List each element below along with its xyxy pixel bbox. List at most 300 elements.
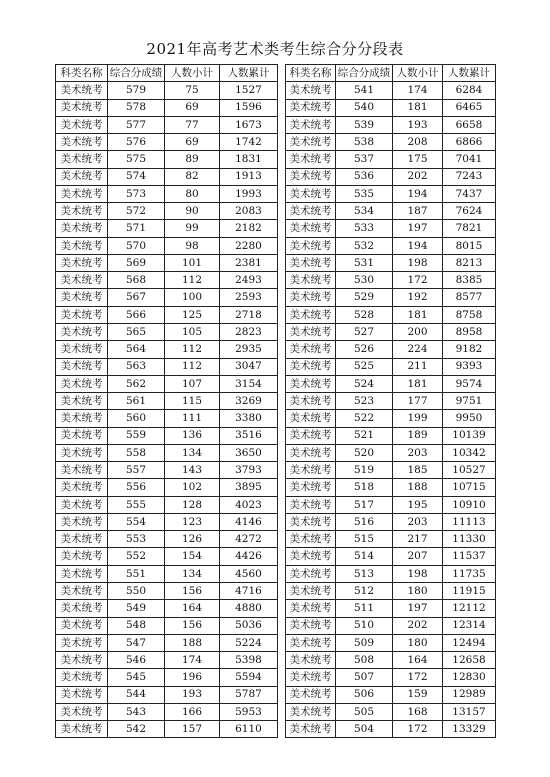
table-row — [56, 565, 278, 582]
cell-count: 168 — [393, 703, 443, 720]
cell-count: 166 — [165, 703, 220, 720]
cell-count: 89 — [165, 151, 220, 168]
cell-category: 美术统考 — [286, 634, 336, 651]
cell-score: 564 — [108, 341, 165, 358]
cell-category: 美术统考 — [56, 496, 108, 513]
cell-category: 美术统考 — [286, 341, 336, 358]
cell-cumulative: 1742 — [220, 134, 278, 151]
cell-count: 98 — [165, 237, 220, 254]
cell-category: 美术统考 — [286, 323, 336, 340]
cell-cumulative: 1831 — [220, 151, 278, 168]
cell-count: 143 — [165, 462, 220, 479]
cell-category: 美术统考 — [286, 582, 336, 599]
cell-count: 192 — [393, 289, 443, 306]
cell-category: 美术统考 — [56, 582, 108, 599]
header-category: 科类名称 — [286, 65, 336, 82]
cell-cumulative: 6284 — [443, 82, 496, 99]
cell-count: 156 — [165, 617, 220, 634]
cell-score: 538 — [336, 134, 393, 151]
cell-score: 553 — [108, 531, 165, 548]
cell-cumulative: 2718 — [220, 306, 278, 323]
table-body-left — [56, 82, 278, 738]
cell-count: 193 — [393, 116, 443, 133]
cell-count: 164 — [393, 652, 443, 669]
cell-category: 美术统考 — [56, 134, 108, 151]
cell-category: 美术统考 — [56, 272, 108, 289]
table-row — [286, 444, 496, 461]
cell-score: 534 — [336, 203, 393, 220]
table-row — [56, 254, 278, 271]
table-row — [56, 82, 278, 99]
table-row — [56, 272, 278, 289]
cell-category: 美术统考 — [56, 306, 108, 323]
table-row — [56, 686, 278, 703]
cell-count: 197 — [393, 600, 443, 617]
cell-category: 美术统考 — [56, 565, 108, 582]
cell-score: 537 — [336, 151, 393, 168]
table-row — [56, 151, 278, 168]
cell-category: 美术统考 — [286, 272, 336, 289]
cell-count: 105 — [165, 323, 220, 340]
table-row — [286, 375, 496, 392]
score-tables — [55, 64, 495, 735]
cell-score: 551 — [108, 565, 165, 582]
cell-category: 美术统考 — [286, 393, 336, 410]
cell-cumulative: 13157 — [443, 703, 496, 720]
cell-cumulative: 12989 — [443, 686, 496, 703]
cell-count: 75 — [165, 82, 220, 99]
cell-category: 美术统考 — [286, 703, 336, 720]
cell-cumulative: 10715 — [443, 479, 496, 496]
cell-score: 529 — [336, 289, 393, 306]
cell-cumulative: 3154 — [220, 375, 278, 392]
cell-count: 196 — [165, 669, 220, 686]
cell-category: 美术统考 — [56, 237, 108, 254]
table-row — [56, 669, 278, 686]
table-row — [56, 444, 278, 461]
table-row — [286, 703, 496, 720]
cell-score: 569 — [108, 254, 165, 271]
cell-score: 566 — [108, 306, 165, 323]
cell-score: 517 — [336, 496, 393, 513]
header-cumulative: 人数累计 — [443, 65, 496, 82]
table-row — [286, 99, 496, 116]
cell-count: 172 — [393, 272, 443, 289]
cell-category: 美术统考 — [286, 410, 336, 427]
cell-category: 美术统考 — [286, 375, 336, 392]
table-row — [286, 669, 496, 686]
cell-count: 198 — [393, 254, 443, 271]
cell-cumulative: 1993 — [220, 185, 278, 202]
cell-category: 美术统考 — [286, 82, 336, 99]
cell-cumulative: 6866 — [443, 134, 496, 151]
cell-category: 美术统考 — [56, 634, 108, 651]
cell-category: 美术统考 — [286, 99, 336, 116]
cell-cumulative: 4880 — [220, 600, 278, 617]
table-row — [56, 427, 278, 444]
cell-count: 136 — [165, 427, 220, 444]
cell-cumulative: 4146 — [220, 513, 278, 530]
cell-count: 181 — [393, 375, 443, 392]
cell-cumulative: 3793 — [220, 462, 278, 479]
cell-category: 美术统考 — [56, 721, 108, 738]
cell-cumulative: 4560 — [220, 565, 278, 582]
table-row — [56, 134, 278, 151]
cell-category: 美术统考 — [286, 652, 336, 669]
cell-count: 82 — [165, 168, 220, 185]
cell-cumulative: 7243 — [443, 168, 496, 185]
cell-category: 美术统考 — [286, 289, 336, 306]
table-row — [286, 531, 496, 548]
cell-count: 198 — [393, 565, 443, 582]
cell-score: 541 — [336, 82, 393, 99]
table-row — [286, 600, 496, 617]
cell-cumulative: 3650 — [220, 444, 278, 461]
cell-cumulative: 3895 — [220, 479, 278, 496]
table-row — [286, 254, 496, 271]
cell-cumulative: 13329 — [443, 721, 496, 738]
table-row — [286, 565, 496, 582]
cell-count: 188 — [393, 479, 443, 496]
cell-cumulative: 5594 — [220, 669, 278, 686]
table-row — [56, 289, 278, 306]
cell-category: 美术统考 — [286, 617, 336, 634]
table-row — [56, 358, 278, 375]
table-row — [56, 410, 278, 427]
table-row — [286, 513, 496, 530]
cell-score: 547 — [108, 634, 165, 651]
cell-score: 558 — [108, 444, 165, 461]
cell-count: 188 — [165, 634, 220, 651]
table-row — [286, 462, 496, 479]
header-score: 综合分成绩 — [336, 65, 393, 82]
cell-cumulative: 2182 — [220, 220, 278, 237]
table-row — [286, 652, 496, 669]
table-row — [286, 479, 496, 496]
cell-cumulative: 2493 — [220, 272, 278, 289]
table-row — [56, 513, 278, 530]
cell-score: 523 — [336, 393, 393, 410]
header-cumulative: 人数累计 — [220, 65, 278, 82]
cell-category: 美术统考 — [56, 617, 108, 634]
cell-count: 177 — [393, 393, 443, 410]
cell-cumulative: 12112 — [443, 600, 496, 617]
cell-count: 123 — [165, 513, 220, 530]
cell-count: 69 — [165, 99, 220, 116]
cell-cumulative: 3516 — [220, 427, 278, 444]
table-row — [286, 220, 496, 237]
cell-count: 134 — [165, 444, 220, 461]
cell-score: 542 — [108, 721, 165, 738]
cell-category: 美术统考 — [286, 600, 336, 617]
cell-score: 559 — [108, 427, 165, 444]
cell-category: 美术统考 — [56, 375, 108, 392]
cell-score: 522 — [336, 410, 393, 427]
cell-score: 512 — [336, 582, 393, 599]
cell-category: 美术统考 — [56, 513, 108, 530]
table-row — [286, 358, 496, 375]
cell-score: 524 — [336, 375, 393, 392]
cell-count: 187 — [393, 203, 443, 220]
table-row — [56, 185, 278, 202]
cell-count: 157 — [165, 721, 220, 738]
cell-score: 577 — [108, 116, 165, 133]
cell-count: 164 — [165, 600, 220, 617]
cell-category: 美术统考 — [56, 686, 108, 703]
cell-category: 美术统考 — [286, 479, 336, 496]
cell-count: 156 — [165, 582, 220, 599]
cell-category: 美术统考 — [286, 220, 336, 237]
cell-cumulative: 11330 — [443, 531, 496, 548]
cell-score: 531 — [336, 254, 393, 271]
cell-score: 552 — [108, 548, 165, 565]
cell-cumulative: 4023 — [220, 496, 278, 513]
cell-cumulative: 5224 — [220, 634, 278, 651]
cell-score: 570 — [108, 237, 165, 254]
cell-category: 美术统考 — [286, 427, 336, 444]
table-row — [56, 375, 278, 392]
cell-score: 561 — [108, 393, 165, 410]
cell-score: 555 — [108, 496, 165, 513]
table-row — [286, 427, 496, 444]
cell-count: 99 — [165, 220, 220, 237]
table-row — [286, 306, 496, 323]
cell-count: 112 — [165, 272, 220, 289]
cell-category: 美术统考 — [56, 99, 108, 116]
cell-score: 515 — [336, 531, 393, 548]
cell-cumulative: 1913 — [220, 168, 278, 185]
cell-count: 199 — [393, 410, 443, 427]
cell-category: 美术统考 — [286, 306, 336, 323]
cell-cumulative: 2280 — [220, 237, 278, 254]
score-table-right — [285, 64, 496, 738]
cell-category: 美术统考 — [286, 496, 336, 513]
cell-score: 505 — [336, 703, 393, 720]
cell-category: 美术统考 — [56, 444, 108, 461]
cell-cumulative: 7821 — [443, 220, 496, 237]
cell-category: 美术统考 — [286, 185, 336, 202]
cell-category: 美术统考 — [286, 254, 336, 271]
cell-cumulative: 5036 — [220, 617, 278, 634]
cell-count: 77 — [165, 116, 220, 133]
cell-score: 514 — [336, 548, 393, 565]
cell-category: 美术统考 — [56, 254, 108, 271]
table-row — [56, 341, 278, 358]
table-row — [56, 203, 278, 220]
table-row — [286, 341, 496, 358]
cell-count: 126 — [165, 531, 220, 548]
cell-cumulative: 2935 — [220, 341, 278, 358]
cell-cumulative: 3380 — [220, 410, 278, 427]
table-row — [56, 582, 278, 599]
cell-category: 美术统考 — [56, 168, 108, 185]
cell-cumulative: 12494 — [443, 634, 496, 651]
table-row — [56, 479, 278, 496]
table-row — [286, 203, 496, 220]
cell-score: 556 — [108, 479, 165, 496]
cell-category: 美术统考 — [56, 531, 108, 548]
cell-score: 567 — [108, 289, 165, 306]
cell-count: 107 — [165, 375, 220, 392]
cell-cumulative: 7624 — [443, 203, 496, 220]
cell-category: 美术统考 — [286, 151, 336, 168]
cell-count: 80 — [165, 185, 220, 202]
cell-count: 217 — [393, 531, 443, 548]
table-row — [286, 134, 496, 151]
cell-cumulative: 5787 — [220, 686, 278, 703]
table-row — [56, 116, 278, 133]
table-row — [286, 168, 496, 185]
cell-score: 520 — [336, 444, 393, 461]
cell-cumulative: 1596 — [220, 99, 278, 116]
table-row — [56, 306, 278, 323]
cell-score: 519 — [336, 462, 393, 479]
page-title: 2021年高考艺术类考生综合分分段表 — [146, 40, 404, 58]
cell-score: 573 — [108, 185, 165, 202]
cell-score: 560 — [108, 410, 165, 427]
cell-category: 美术统考 — [56, 462, 108, 479]
cell-cumulative: 8758 — [443, 306, 496, 323]
cell-category: 美术统考 — [56, 341, 108, 358]
table-row — [56, 634, 278, 651]
cell-score: 568 — [108, 272, 165, 289]
table-row — [56, 652, 278, 669]
cell-cumulative: 1527 — [220, 82, 278, 99]
cell-cumulative: 2823 — [220, 323, 278, 340]
cell-count: 175 — [393, 151, 443, 168]
cell-count: 207 — [393, 548, 443, 565]
cell-cumulative: 2083 — [220, 203, 278, 220]
cell-cumulative: 11915 — [443, 582, 496, 599]
cell-count: 195 — [393, 496, 443, 513]
cell-category: 美术统考 — [56, 289, 108, 306]
table-row — [56, 237, 278, 254]
cell-category: 美术统考 — [286, 462, 336, 479]
table-row — [56, 323, 278, 340]
cell-score: 511 — [336, 600, 393, 617]
table-row — [286, 116, 496, 133]
table-row — [56, 548, 278, 565]
cell-count: 112 — [165, 341, 220, 358]
table-row — [56, 703, 278, 720]
cell-score: 562 — [108, 375, 165, 392]
cell-score: 525 — [336, 358, 393, 375]
cell-count: 102 — [165, 479, 220, 496]
table-row — [286, 323, 496, 340]
cell-score: 546 — [108, 652, 165, 669]
cell-cumulative: 9393 — [443, 358, 496, 375]
header-score: 综合分成绩 — [108, 65, 165, 82]
cell-count: 185 — [393, 462, 443, 479]
cell-score: 549 — [108, 600, 165, 617]
cell-score: 545 — [108, 669, 165, 686]
cell-category: 美术统考 — [56, 151, 108, 168]
cell-cumulative: 12830 — [443, 669, 496, 686]
cell-score: 578 — [108, 99, 165, 116]
table-row — [56, 600, 278, 617]
table-header-row — [56, 65, 278, 82]
cell-cumulative: 7041 — [443, 151, 496, 168]
cell-score: 548 — [108, 617, 165, 634]
cell-count: 203 — [393, 513, 443, 530]
cell-cumulative: 10527 — [443, 462, 496, 479]
cell-category: 美术统考 — [56, 185, 108, 202]
cell-score: 509 — [336, 634, 393, 651]
cell-score: 563 — [108, 358, 165, 375]
cell-category: 美术统考 — [56, 548, 108, 565]
cell-cumulative: 6658 — [443, 116, 496, 133]
cell-count: 172 — [393, 669, 443, 686]
table-row — [286, 289, 496, 306]
cell-score: 526 — [336, 341, 393, 358]
cell-cumulative: 11537 — [443, 548, 496, 565]
table-row — [286, 721, 496, 738]
cell-score: 572 — [108, 203, 165, 220]
cell-score: 540 — [336, 99, 393, 116]
cell-cumulative: 9751 — [443, 393, 496, 410]
cell-category: 美术统考 — [286, 686, 336, 703]
table-body-right — [286, 82, 496, 738]
table-row — [286, 393, 496, 410]
cell-cumulative: 12314 — [443, 617, 496, 634]
cell-count: 69 — [165, 134, 220, 151]
cell-category: 美术统考 — [56, 652, 108, 669]
table-row — [286, 582, 496, 599]
cell-category: 美术统考 — [286, 669, 336, 686]
cell-count: 180 — [393, 582, 443, 599]
cell-category: 美术统考 — [286, 203, 336, 220]
cell-cumulative: 1673 — [220, 116, 278, 133]
cell-cumulative: 11113 — [443, 513, 496, 530]
table-row — [56, 393, 278, 410]
cell-count: 211 — [393, 358, 443, 375]
cell-category: 美术统考 — [56, 669, 108, 686]
cell-cumulative: 11735 — [443, 565, 496, 582]
cell-score: 550 — [108, 582, 165, 599]
cell-score: 527 — [336, 323, 393, 340]
cell-category: 美术统考 — [56, 393, 108, 410]
table-row — [286, 686, 496, 703]
table-row — [286, 410, 496, 427]
cell-count: 200 — [393, 323, 443, 340]
cell-category: 美术统考 — [56, 427, 108, 444]
cell-count: 101 — [165, 254, 220, 271]
cell-count: 181 — [393, 99, 443, 116]
cell-count: 202 — [393, 168, 443, 185]
cell-category: 美术统考 — [286, 513, 336, 530]
cell-score: 536 — [336, 168, 393, 185]
cell-score: 574 — [108, 168, 165, 185]
cell-count: 180 — [393, 634, 443, 651]
cell-score: 543 — [108, 703, 165, 720]
cell-cumulative: 5398 — [220, 652, 278, 669]
table-row — [286, 151, 496, 168]
score-table-left — [55, 64, 278, 738]
cell-score: 513 — [336, 565, 393, 582]
cell-count: 174 — [165, 652, 220, 669]
cell-cumulative: 4272 — [220, 531, 278, 548]
cell-category: 美术统考 — [286, 531, 336, 548]
table-row — [286, 82, 496, 99]
table-row — [286, 185, 496, 202]
cell-cumulative: 8015 — [443, 237, 496, 254]
cell-score: 506 — [336, 686, 393, 703]
cell-count: 172 — [393, 721, 443, 738]
cell-score: 539 — [336, 116, 393, 133]
cell-cumulative: 8213 — [443, 254, 496, 271]
table-row — [56, 531, 278, 548]
cell-count: 154 — [165, 548, 220, 565]
